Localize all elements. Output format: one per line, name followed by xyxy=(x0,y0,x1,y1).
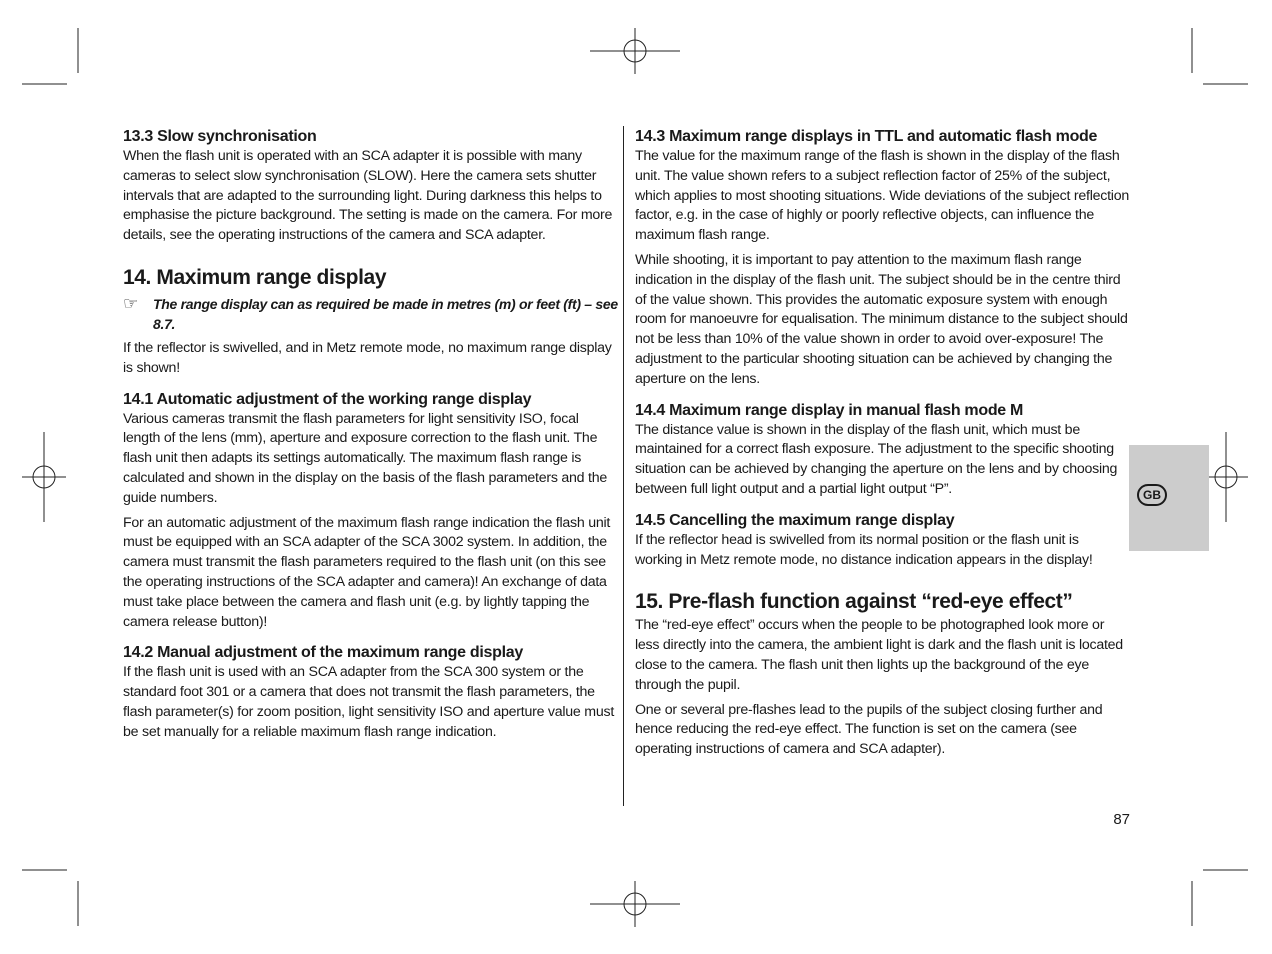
paragraph-14-4: The distance value is shown in the display of the flash unit, which must be maintained for a correct flash exposure. The adjustment to the specific shooting situation can be achieved by changing the aperture on the lens and by choosing between full light output and a partial light output “P”. xyxy=(635,421,1118,497)
column-divider xyxy=(623,126,624,806)
paragraph-13-3: When the flash unit is operated with an SCA adapter it is possible with many cameras to select slow synchronisation (SLOW). Here the camera sets shutter intervals that are adapted to the surrounding light. During darkness this helps to emphasise the picture background. The setting is made on the camera. For more details, see the operating instructions of the camera and SCA adapter. xyxy=(123,148,613,244)
heading-14: 14. Maximum range display xyxy=(123,265,387,289)
paragraph-14-1-a: Various cameras transmit the flash parameters for light sensitivity ISO, focal length of the lens (mm), aperture and exposure correction to the flash unit. The flash unit then adapts its settings automatically. The maximum flash range is calculated and shown in the display on the basis of the flash parameters and the guide numbers. xyxy=(123,410,607,506)
page-number: 87 xyxy=(1113,811,1130,828)
registration-target-top xyxy=(590,28,680,74)
registration-target-left xyxy=(22,432,66,522)
heading-14-5: 14.5 Cancelling the maximum range display xyxy=(635,511,955,529)
note-text: The range display can as required be made in metres (m) or feet (ft) – see 8.7. xyxy=(153,295,618,332)
note xyxy=(123,294,619,334)
left-column xyxy=(123,126,619,743)
heading-14-1: 14.1 Automatic adjustment of the working range display xyxy=(123,390,532,408)
paragraph-14: If the reflector is swivelled, and in Metz remote mode, no maximum range display is shown! xyxy=(123,339,612,376)
heading-14-2: 14.2 Manual adjustment of the maximum range display xyxy=(123,644,523,662)
heading-14-3: 14.3 Maximum range displays in TTL and automatic flash mode xyxy=(635,128,1098,145)
heading-15: 15. Pre-flash function against “red-eye effect” xyxy=(635,590,1073,614)
right-column xyxy=(635,126,1129,760)
paragraph-14-1-b: For an automatic adjustment of the maximum flash range indication the flash unit must be equipped with an SCA adapter of the SCA 3002 system. In addition, the camera must transmit the flash parameters required to the flash unit (on this see the operating instructions of the SCA adapter and camera)! An exchange of data must take place between the camera and flash unit (e.g. by lightly tapping the camera release button)! xyxy=(123,514,611,630)
language-badge: GB xyxy=(1137,484,1167,506)
paragraph-15-a: The “red-eye effect” occurs when the people to be photographed look more or less directly into the camera, the ambient light is dark and the flash unit is located close to the camera. The flash unit then lights up the background of the eye through the pupil. xyxy=(635,617,1123,693)
registration-target-right xyxy=(1204,432,1248,522)
pointing-hand-icon: ☞ xyxy=(123,293,139,313)
heading-14-4: 14.4 Maximum range display in manual flash mode M xyxy=(635,401,1024,419)
paragraph-14-2: If the flash unit is used with an SCA adapter from the SCA 300 system or the standard foot 301 or a camera that does not transmit the flash parameters, the flash parameter(s) for zoom position, light sensitivity ISO and aperture value must be set manually for a reliable maximum flash range indication. xyxy=(123,664,615,740)
registration-target-bottom xyxy=(590,881,680,927)
paragraph-15-b: One or several pre-flashes lead to the pupils of the subject closing further and hence reducing the red-eye effect. The function is set on the camera (see operating instructions of camera and SCA adapter). xyxy=(635,701,1103,758)
heading-13-3: 13.3 Slow synchronisation xyxy=(123,128,317,145)
paragraph-14-5: If the reflector head is swivelled from its normal position or the flash unit is working in Metz remote mode, no distance indication appears in the display! xyxy=(635,531,1093,568)
paragraph-14-3-b: While shooting, it is important to pay attention to the maximum flash range indication in the display of the flash unit. The subject should be in the centre third of the value shown. This provides the automatic exposure system with enough room for manoeuvre for equalisation. The minimum distance to the subject should not be less than 10% of the value shown in order to avoid over-exposure! The adjustment to the particular shooting situation can be achieved by changing the aperture on the lens. xyxy=(635,251,1128,387)
paragraph-14-3-a: The value for the maximum range of the flash is shown in the display of the flash unit. The value shown refers to a subject reflection factor of 25% of the subject, which applies to most shooting situations. Wide deviations of the subject reflection factor, e.g. in the case of highly or poorly reflective objects, can influence the maximum flash range. xyxy=(635,148,1129,244)
